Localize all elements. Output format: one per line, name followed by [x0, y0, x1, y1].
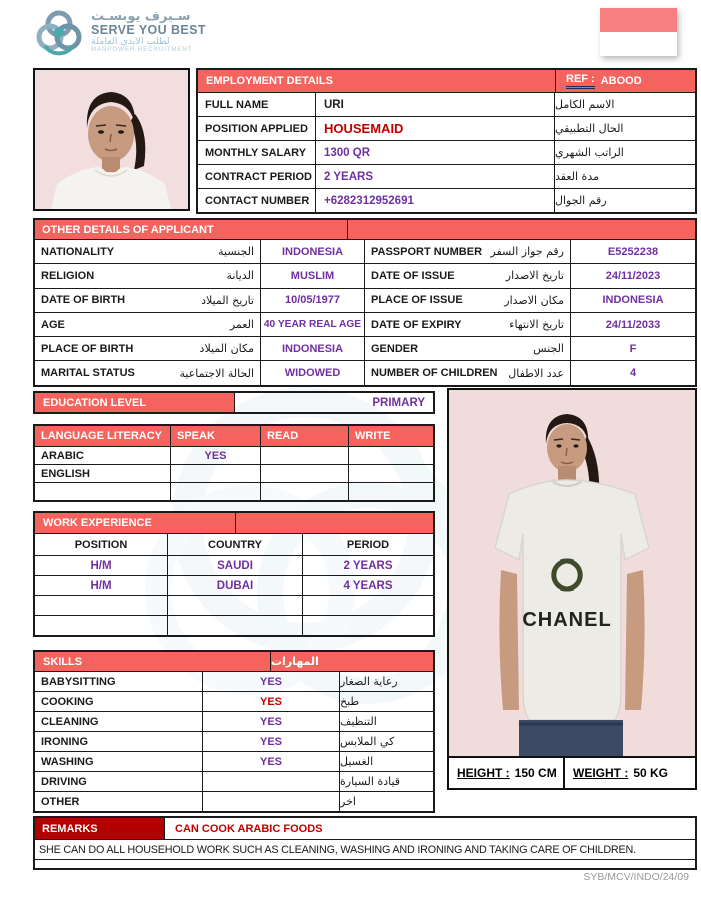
weight-field — [563, 758, 695, 788]
work-period: 2 YEARS — [302, 556, 433, 575]
work-title: WORK EXPERIENCE — [43, 517, 152, 529]
work-row-empty — [35, 595, 433, 615]
skill-label-arabic: اخر — [340, 795, 356, 808]
skill-row-cooking — [35, 691, 433, 711]
document-reference-code: SYB/MCV/INDO/24/09 — [583, 871, 689, 883]
field-value: HOUSEMAID — [316, 117, 555, 140]
logo-english-tagline: MANPOWER RECRUITMENT — [91, 46, 193, 54]
work-country — [167, 616, 302, 635]
language-name — [35, 483, 170, 500]
field-label-arabic: مدة العقد — [555, 170, 599, 183]
language-read — [260, 465, 348, 482]
field-label-arabic: مكان الاصدار — [504, 293, 564, 307]
language-speak — [170, 483, 260, 500]
skill-label-arabic: قيادة السيارة — [340, 775, 401, 788]
field-label-arabic: الحال التطبيقي — [555, 122, 624, 135]
ref-label: REF : — [566, 74, 595, 89]
skill-row-washing — [35, 751, 433, 771]
employment-row-salary — [198, 140, 695, 164]
field-value: 2 YEARS — [316, 165, 555, 188]
skill-value — [203, 772, 340, 791]
skill-value: YES — [203, 752, 340, 771]
field-value: +6282312952691 — [316, 189, 555, 212]
field-label-arabic: الجنسية — [218, 245, 254, 259]
detail-row-dob-placeissue — [35, 288, 695, 312]
agency-logo — [33, 6, 206, 58]
remarks-title: REMARKS — [35, 818, 165, 839]
work-header-row — [35, 533, 433, 555]
field-value: 10/05/1977 — [261, 289, 365, 312]
column-header: WRITE — [348, 426, 433, 446]
skill-row-driving — [35, 771, 433, 791]
skill-value: YES — [203, 712, 340, 731]
field-label: MONTHLY SALARY — [198, 141, 316, 164]
work-period: 4 YEARS — [302, 576, 433, 595]
field-label: AGE — [41, 318, 65, 331]
height-label: HEIGHT : — [457, 766, 510, 780]
education-value: PRIMARY — [234, 393, 433, 412]
applicant-portrait-photo — [33, 68, 190, 211]
field-value: 24/11/2023 — [605, 269, 661, 282]
remarks-empty-row — [35, 859, 695, 868]
work-period — [302, 596, 433, 615]
skills-title-arabic: المهارات — [270, 652, 433, 671]
skill-label: BABYSITTING — [35, 672, 203, 691]
section-remarks — [33, 816, 697, 870]
skill-label: WASHING — [35, 752, 203, 771]
skill-value: YES — [203, 672, 340, 691]
field-value: 1300 QR — [316, 141, 555, 164]
field-value: INDONESIA — [261, 337, 365, 360]
field-label-arabic: الحالة الاجتماعية — [179, 366, 254, 380]
column-header: SPEAK — [170, 426, 260, 446]
work-position: H/M — [90, 559, 112, 572]
field-label: MARITAL STATUS — [41, 367, 135, 380]
other-details-title-spacer — [347, 220, 695, 239]
detail-row-age-expiry — [35, 312, 695, 336]
field-value: 4 — [629, 367, 637, 380]
column-header: POSITION — [74, 538, 128, 551]
skill-row-ironing — [35, 731, 433, 751]
column-header: LANGUAGE LITERACY — [41, 430, 162, 442]
field-label-arabic: العمر — [229, 318, 254, 332]
employment-row-position — [198, 116, 695, 140]
work-country: SAUDI — [167, 556, 302, 575]
field-label: NATIONALITY — [41, 245, 115, 258]
field-value: INDONESIA — [602, 294, 664, 307]
field-label: RELIGION — [41, 269, 95, 282]
logo-arabic-tagline: لطلب الايدي العاملة — [91, 36, 170, 48]
field-label: CONTACT NUMBER — [198, 189, 316, 212]
remarks-body: SHE CAN DO ALL HOUSEHOLD WORK SUCH AS CLEANING, WASHING AND IRONING AND TAKING CARE OF CHILDREN. — [35, 839, 695, 859]
employment-row-contract — [198, 164, 695, 188]
language-read — [260, 447, 348, 464]
field-label-arabic: رقم الجوال — [555, 194, 607, 207]
language-row-arabic — [35, 446, 433, 464]
field-label-arabic: الديانة — [226, 269, 254, 283]
field-label-arabic: تاريخ الميلاد — [201, 293, 254, 307]
language-speak — [170, 465, 260, 482]
employment-ref — [555, 70, 695, 92]
employment-row-full-name — [198, 92, 695, 116]
work-title-spacer — [235, 513, 433, 533]
employment-title: EMPLOYMENT DETAILS — [206, 75, 333, 87]
field-label: DATE OF ISSUE — [371, 269, 455, 282]
section-employment-details — [196, 68, 697, 214]
language-read — [260, 483, 348, 500]
work-period — [302, 616, 433, 635]
logo-english-name: SERVE YOU BEST — [91, 22, 206, 37]
field-label-arabic: الراتب الشهري — [555, 146, 624, 159]
field-label: DATE OF BIRTH — [41, 294, 126, 307]
field-value: 24/11/2033 — [605, 318, 661, 331]
skill-value: YES — [203, 692, 340, 711]
field-label-arabic: الاسم الكامل — [555, 98, 615, 111]
field-value: 40 YEAR REAL AGE — [261, 313, 365, 336]
skill-label-arabic: التنظيف — [340, 715, 377, 728]
field-label-arabic: الجنس — [533, 342, 564, 356]
indonesia-flag-icon — [600, 8, 677, 56]
skills-title: SKILLS — [43, 655, 83, 668]
field-label-arabic: مكان الميلاد — [199, 342, 254, 356]
field-label: PASSPORT NUMBER — [371, 245, 483, 258]
language-name: ENGLISH — [41, 467, 90, 480]
other-details-title: OTHER DETAILS OF APPLICANT — [42, 223, 214, 236]
section-skills — [33, 650, 435, 813]
weight-label: WEIGHT : — [573, 766, 629, 780]
field-label: PLACE OF ISSUE — [371, 294, 463, 307]
section-other-details — [33, 218, 697, 387]
field-label: GENDER — [371, 342, 419, 355]
height-field — [449, 758, 563, 788]
skill-value — [203, 792, 340, 811]
field-label: POSITION APPLIED — [198, 117, 316, 140]
column-header: PERIOD — [302, 534, 433, 555]
detail-row-birthplace-gender — [35, 336, 695, 360]
section-work-experience — [33, 511, 435, 637]
detail-row-marital-children — [35, 360, 695, 384]
employment-row-contact — [198, 188, 695, 212]
column-header: READ — [260, 426, 348, 446]
language-row-english — [35, 464, 433, 482]
work-row — [35, 555, 433, 575]
skill-label: IRONING — [35, 732, 203, 751]
field-label: PLACE OF BIRTH — [41, 342, 134, 355]
field-label: FULL NAME — [198, 93, 316, 116]
field-value: MUSLIM — [261, 264, 365, 287]
applicant-fullbody-photo-panel — [447, 388, 697, 790]
agency-logo-icon — [33, 6, 85, 58]
field-label-arabic: عدد الاطفال — [508, 366, 564, 380]
skill-label: COOKING — [35, 692, 203, 711]
field-label-arabic: تاريخ الانتهاء — [509, 318, 564, 332]
field-label-arabic: تاريخ الاصدار — [505, 269, 564, 283]
field-value: URI — [316, 93, 555, 116]
skill-row-cleaning — [35, 711, 433, 731]
height-weight-row — [449, 756, 695, 788]
section-language-literacy — [33, 424, 435, 502]
skill-row-babysitting — [35, 671, 433, 691]
language-write — [348, 483, 433, 500]
work-position — [35, 616, 167, 635]
education-title: EDUCATION LEVEL — [35, 393, 234, 412]
field-label: CONTRACT PERIOD — [198, 165, 316, 188]
work-country: DUBAI — [167, 576, 302, 595]
skill-label-arabic: الغسيل — [340, 755, 374, 768]
language-row-empty — [35, 482, 433, 500]
weight-value: 50 KG — [633, 766, 669, 780]
field-value: WIDOWED — [261, 361, 365, 384]
skill-label: CLEANING — [35, 712, 203, 731]
skill-label-arabic: كي الملابس — [340, 735, 395, 748]
work-country — [167, 596, 302, 615]
work-position: H/M — [90, 579, 112, 592]
skill-value: YES — [203, 732, 340, 751]
skill-label-arabic: رعاية الصغار — [340, 675, 398, 688]
detail-row-religion-issue — [35, 263, 695, 287]
field-label: NUMBER OF CHILDREN — [371, 367, 498, 380]
field-label: DATE OF EXPIRY — [371, 318, 462, 331]
field-value: F — [629, 342, 637, 355]
shirt-brand-text: CHANEL — [522, 609, 612, 631]
column-header: COUNTRY — [167, 534, 302, 555]
skill-row-other — [35, 791, 433, 811]
detail-row-nationality-passport — [35, 239, 695, 263]
applicant-fullbody-photo — [449, 390, 695, 756]
logo-arabic-name: سـيرف يوبسـت — [91, 9, 191, 25]
ref-value: ABOOD — [600, 75, 642, 87]
work-position — [35, 596, 167, 615]
remarks-highlight: CAN COOK ARABIC FOODS — [175, 822, 323, 835]
skill-label-arabic: طبخ — [340, 695, 360, 708]
work-row-empty — [35, 615, 433, 635]
language-speak: YES — [170, 447, 260, 464]
field-label-arabic: رقم جواز السفر — [490, 245, 564, 259]
language-write — [348, 447, 433, 464]
skill-label: DRIVING — [35, 772, 203, 791]
language-name: ARABIC — [41, 449, 84, 462]
work-row — [35, 575, 433, 595]
field-value: INDONESIA — [261, 240, 365, 263]
height-value: 150 CM — [514, 766, 557, 780]
field-value: E5252238 — [607, 245, 659, 258]
language-write — [348, 465, 433, 482]
skill-label: OTHER — [35, 792, 203, 811]
section-education-level — [33, 391, 435, 414]
